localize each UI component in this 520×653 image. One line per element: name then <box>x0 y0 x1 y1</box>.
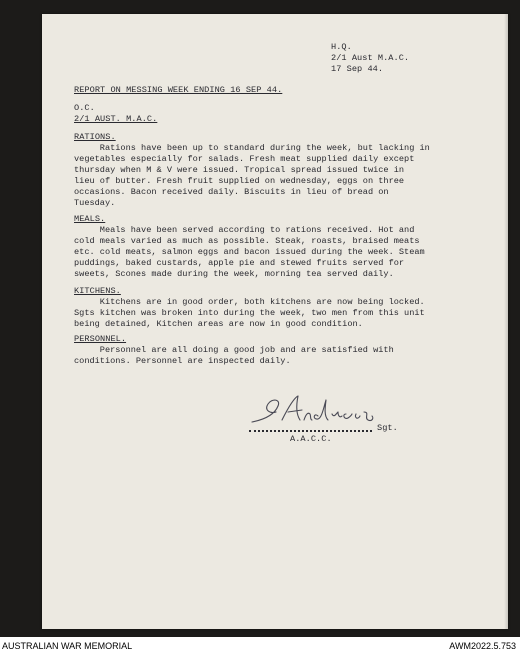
kitchens-line-1: Kitchens are in good order, both kitchens are now being locked. <box>74 297 425 307</box>
section-heading-kitchens: KITCHENS. <box>74 286 121 296</box>
section-heading-personnel: PERSONNEL. <box>74 334 127 344</box>
document-title: REPORT ON MESSING WEEK ENDING 16 SEP 44. <box>74 85 283 95</box>
section-heading-meals: MEALS. <box>74 214 106 224</box>
personnel-line-1: Personnel are all doing a good job and are satisfied with <box>74 345 394 355</box>
meals-line-4: puddings, baked custards, apple pie and stewed fruits served for <box>74 258 405 268</box>
meals-line-2: cold meals varied as much as possible. Steak, roasts, braised meats <box>74 236 420 246</box>
rations-line-2: vegetables especially for salads. Fresh meat supplied daily except <box>74 154 415 164</box>
meals-line-5: sweets, Scones made during the week, morning tea served daily. <box>74 269 394 279</box>
personnel-line-2: conditions. Personnel are inspected daily. <box>74 356 291 366</box>
header-line-date: 17 Sep 44. <box>331 64 384 74</box>
addressee-line-oc: O.C. <box>74 103 95 113</box>
signature-dotted-line <box>249 428 372 432</box>
meals-line-3: etc. cold meats, salmon eggs and bacon issued during the week. Steam <box>74 247 425 257</box>
rations-line-4: lieu of butter. Fresh fruit supplied on wednesday, eggs on three <box>74 176 405 186</box>
handwritten-signature <box>248 392 378 428</box>
section-heading-rations: RATIONS. <box>74 132 116 142</box>
kitchens-line-3: being detained, Kitchen areas are now in good condition. <box>74 319 363 329</box>
addressee-line-unit: 2/1 AUST. M.A.C. <box>74 114 158 124</box>
footer-accession-number: AWM2022.5.753 <box>449 641 516 651</box>
rations-line-6: Tuesday. <box>74 198 116 208</box>
footer-institution: AUSTRALIAN WAR MEMORIAL <box>2 641 133 651</box>
header-line-unit: 2/1 Aust M.A.C. <box>331 53 410 63</box>
meals-line-1: Meals have been served according to rations received. Hot and <box>74 225 415 235</box>
header-line-hq: H.Q. <box>331 42 352 52</box>
rations-line-1: Rations have been up to standard during the week, but lacking in <box>74 143 430 153</box>
rations-line-5: occasions. Bacon received daily. Biscuits in lieu of bread on <box>74 187 389 197</box>
signature-rank: Sgt. <box>377 423 398 433</box>
signature-unit: A.A.C.C. <box>290 434 332 444</box>
kitchens-line-2: Sgts kitchen was broken into during the week, two men from this unit <box>74 308 425 318</box>
rations-line-3: thursday when M & V were issued. Tropical spread issued twice in <box>74 165 405 175</box>
